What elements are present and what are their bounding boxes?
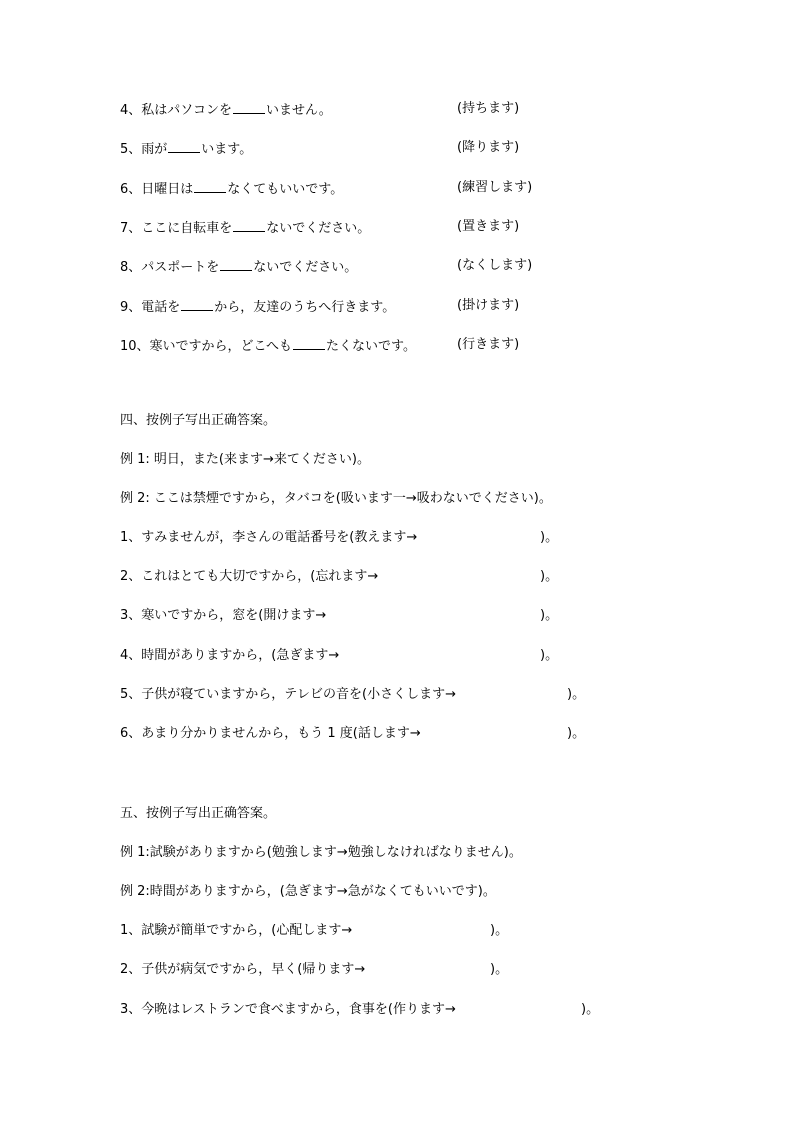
item-text-before: 2、これはとても大切ですから，(忘れます→ [120,569,379,584]
example-line: 例 2: ここは禁煙ですから，タバコを(吸います一→吸わないでください)。 [120,491,552,506]
answer-blank[interactable] [220,256,252,271]
exercise-item [120,217,520,237]
exercise-item [120,296,520,316]
exercise-item [120,960,509,980]
verb-hint: (掛けます) [457,298,520,313]
item-text-after: )。 [490,923,509,938]
item-text-before: 2、子供が病気ですから，早く(帰ります→ [120,962,366,977]
item-text-after: )。 [490,962,509,977]
item-text-before: 3、寒いですから，窓を(開けます→ [120,608,327,623]
verb-hint: (置きます) [457,219,520,234]
item-text-before: 5、子供が寝ていますから，テレビの音を(小さくします→ [120,687,456,702]
verb-hint: (なくします) [457,258,533,273]
verb-hint: (練習します) [457,180,533,195]
item-text-before: 10、寒いですから，どこへも [120,339,293,354]
item-text-after: なくてもいいです。 [227,182,344,197]
exercise-item [120,138,520,158]
example-line: 例 2:時間がありますから，(急ぎます→急がなくてもいいです)。 [120,884,496,899]
exercise-item [120,685,586,705]
exercise-item [120,646,559,666]
exercise-item [120,724,586,744]
verb-hint: (持ちます) [457,101,520,116]
exercise-item [120,178,533,198]
item-text-after: )。 [581,1002,600,1017]
item-text-before: 4、時間がありますから，(急ぎます→ [120,648,340,663]
item-text-before: 3、今晩はレストランで食べますから，食事を(作ります→ [120,1002,456,1017]
item-text-after: います。 [201,142,253,157]
item-text-before: 9、電話を [120,300,181,315]
exercise-item [120,567,559,587]
item-text-after: ないでください。 [266,221,371,236]
item-text-after: )。 [567,687,586,702]
exercise-item [120,335,520,355]
exercise-item [120,1000,600,1020]
item-text-before: 1、試験が簡単ですから，(心配します→ [120,923,353,938]
item-text-after: いません。 [266,103,332,118]
example-line: 例 1: 明日，また(来ます→来てください)。 [120,452,370,467]
item-text-after: )。 [567,726,586,741]
section-heading: 五、按例子写出正确答案。 [120,806,277,821]
answer-blank[interactable] [194,178,226,193]
item-text-after: ないでください。 [253,260,358,275]
item-text-before: 7、ここに自転車を [120,221,233,236]
answer-blank[interactable] [233,99,265,114]
item-text-before: 6、あまり分かりませんから，もう 1 度(話します→ [120,726,421,741]
answer-blank[interactable] [168,138,200,153]
item-text-before: 6、日曜日は [120,182,194,197]
verb-hint: (行きます) [457,337,520,352]
item-text-before: 8、パスポートを [120,260,220,275]
item-text-before: 5、雨が [120,142,168,157]
item-text-after: たくないです。 [326,339,416,354]
exercise-item [120,606,559,626]
item-text-before: 4、私はパソコンを [120,103,233,118]
item-text-after: )。 [540,530,559,545]
exercise-item [120,256,533,276]
item-text-after: )。 [540,569,559,584]
example-line: 例 1:試験がありますから(勉強します→勉強しなければなりません)。 [120,845,522,860]
item-text-after: )。 [540,608,559,623]
answer-blank[interactable] [233,217,265,232]
item-text-before: 1、すみませんが，李さんの電話番号を(教えます→ [120,530,418,545]
item-text-after: )。 [540,648,559,663]
exercise-item [120,528,559,548]
section-heading: 四、按例子写出正确答案。 [120,413,277,428]
item-text-after: から，友達のうちへ行きます。 [214,300,396,315]
verb-hint: (降ります) [457,140,520,155]
exercise-item [120,921,509,941]
answer-blank[interactable] [181,296,213,311]
exercise-item [120,99,520,119]
answer-blank[interactable] [293,335,325,350]
